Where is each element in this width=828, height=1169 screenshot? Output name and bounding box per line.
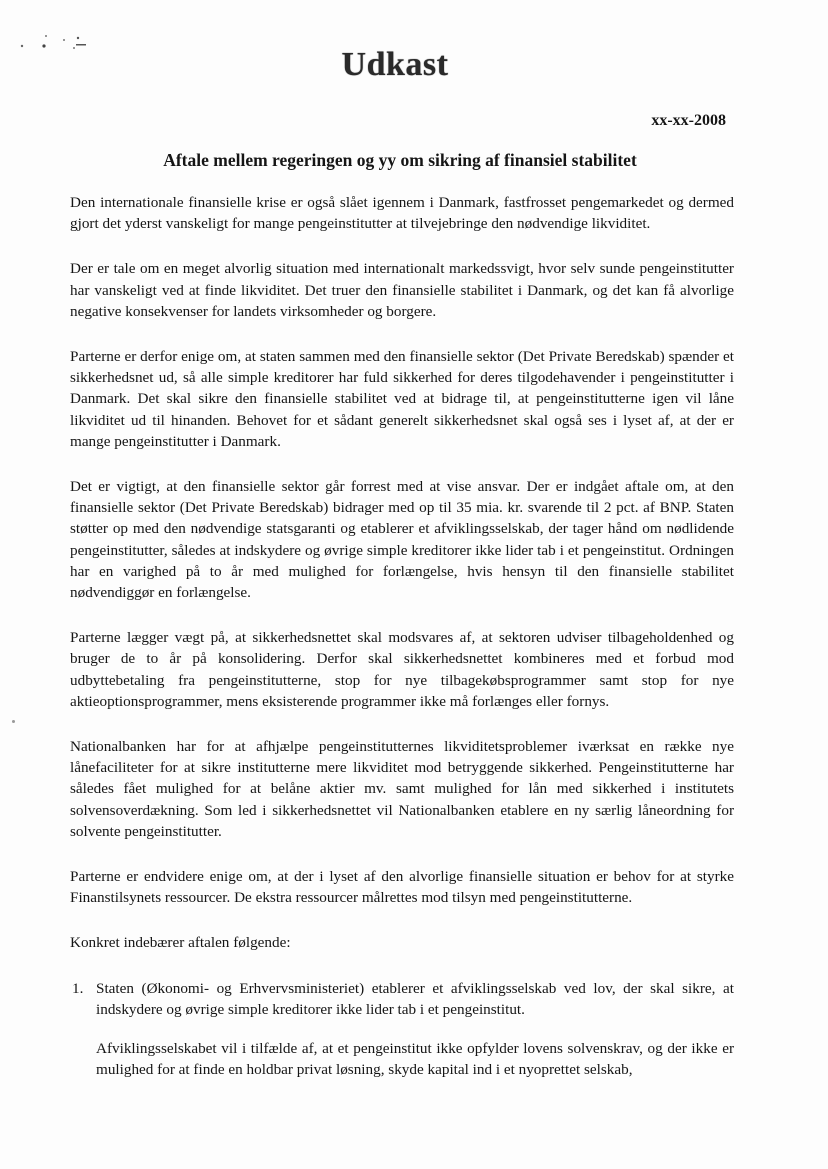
paragraph: Nationalbanken har for at afhjælpe pengeinstitutternes likviditetsproblemer iværksat en række nye lånefaciliteter for at sikre institutterne mere likviditet mod betryggende sikkerhed. Pengeinstitutterne har således fået mulighed for at belåne aktier mv. samt mulighed for lån med sikkerhed i institutets solvensoverdækning. Som led i sikkerhedsnettet vil Nationalbanken etablere en ny særlig låneordning for solvente pengeinstitutter. (70, 738, 734, 840)
document-date: xx-xx-2008 (651, 112, 726, 129)
document-title: Udkast (341, 46, 449, 83)
scan-speck (12, 720, 15, 723)
paragraph: Der er tale om en meget alvorlig situation med internationalt markedssvigt, hvor selv sunde pengeinstitutter har vanskeligt ved at finde likviditet. Det truer den finansielle stabilitet i Danmark, og det kan få alvorlige negative konsekvenser for landets virksomheder og borgere. (70, 260, 734, 320)
paragraph: Den internationale finansielle krise er også slået igennem i Danmark, fastfrosset pengemarkedet og dermed gjort det yderst vanskeligt for mange pengeinstitutter at tilvejebringe den nødvendige likviditet. (70, 194, 734, 233)
document-body (70, 192, 734, 1099)
paragraph: Det er vigtigt, at den finansielle sektor går forrest med at vise ansvar. Der er indgået aftale om, at den finansielle sektor (Det Private Beredskab) bidrager med op til 35 mia. kr. svarende til 2 pct. af BNP. Staten støtter op med den nødvendige statsgaranti og etablerer et afviklingsselskab, der tager hånd om nødlidende pengeinstitutter, således at indskydere og øvrige simple kreditorer ikke lider tab i et pengeinstitut. Ordningen har en varighed på to år med mulighed for forlængelse, hvis hensyn til den finansielle stabilitet nødvendiggør en forlængelse. (70, 478, 734, 602)
paragraph: Parterne er derfor enige om, at staten sammen med den finansielle sektor (Det Private Beredskab) spænder et sikkerhedsnet ud, så alle simple kreditorer har fuld sikkerhed for deres tilgodehavender i pengeinstitutter i Danmark. Det skal sikre den finansielle stabilitet ved at bidrage til, at pengeinstitutterne igen vil låne likviditet ud til hinanden. Behovet for et sådant generelt sikkerhedsnet skal også ses i lyset af, at der er mange pengeinstitutter i Danmark. (70, 348, 734, 450)
paragraph: Parterne er endvidere enige om, at der i lyset af den alvorlige finansielle situation er behov for at styrke Finanstilsynets ressourcer. De ekstra ressourcer målrettes mod tilsyn med pengeinstitutterne. (70, 868, 734, 907)
list-item (70, 978, 734, 1081)
list-item-paragraph: Staten (Økonomi- og Erhvervsministeriet) etablerer et afviklingsselskab ved lov, der skal sikre, at indskydere og øvrige simple kreditorer ikke lider tab i et pengeinstitut. (96, 979, 734, 1018)
paragraph: Konkret indebærer aftalen følgende: (70, 934, 291, 952)
paragraph: Parterne lægger vægt på, at sikkerhedsnettet skal modsvares af, at sektoren udviser tilbageholdenhed og bruger de to år på konsolidering. Derfor skal sikkerhedsnettet kombineres med et forbud mod udbyttebetaling fra pengeinstitutterne, stop for nye tilbagekøbsprogrammer samt stop for nye aktieoptionsprogrammer, mens eksisterende programmer ikke må forlænges eller fornys. (70, 629, 734, 710)
numbered-list (70, 978, 734, 1081)
list-item-number: 1. (72, 979, 84, 997)
list-item-paragraph: Afviklingsselskabet vil i tilfælde af, at et pengeinstitut ikke opfylder lovens solvenskrav, og der ikke er mulighed for at finde en holdbar privat løsning, skyde kapital ind i et nyoprettet selskab, (96, 1040, 734, 1079)
document-heading: Aftale mellem regeringen og yy om sikring af finansiel stabilitet (163, 150, 637, 170)
